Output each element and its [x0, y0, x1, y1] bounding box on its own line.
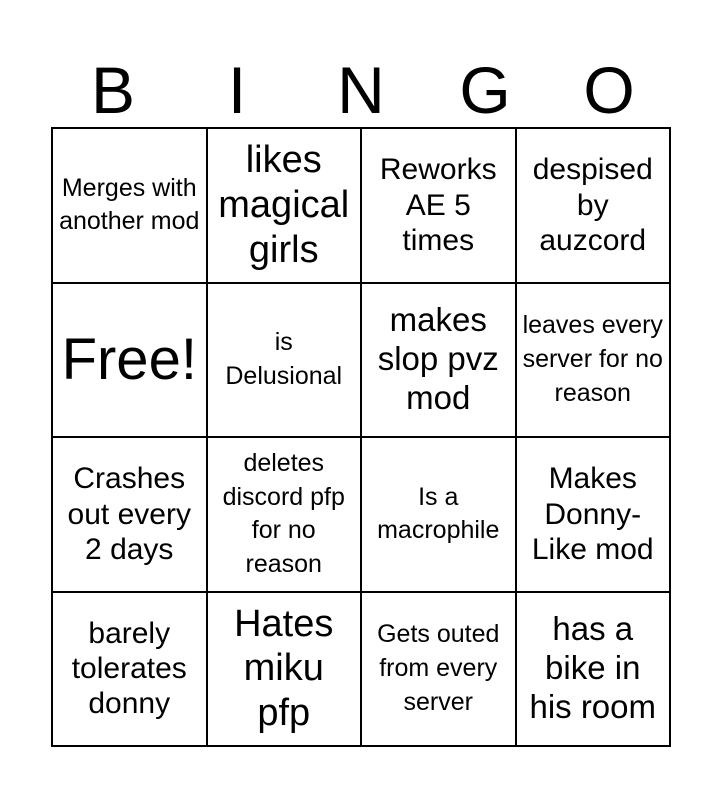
- bingo-cell[interactable]: barely tolerates donny: [53, 593, 208, 748]
- bingo-cell[interactable]: Makes Donny-Like mod: [517, 438, 672, 593]
- header-letter-o: O: [583, 53, 635, 127]
- bingo-cell[interactable]: leaves every server for no reason: [517, 284, 672, 439]
- bingo-cell[interactable]: Is a macrophile: [362, 438, 517, 593]
- header-letter-i: I: [227, 53, 247, 127]
- bingo-header: [51, 52, 671, 128]
- bingo-cell[interactable]: has a bike in his room: [517, 593, 672, 748]
- bingo-cell[interactable]: Reworks AE 5 times: [362, 129, 517, 284]
- bingo-cell[interactable]: despised by auzcord: [517, 129, 672, 284]
- header-letter-b: B: [90, 53, 136, 127]
- bingo-cell[interactable]: deletes discord pfp for no reason: [208, 438, 363, 593]
- bingo-board: [51, 127, 671, 747]
- bingo-cell[interactable]: makes slop pvz mod: [362, 284, 517, 439]
- bingo-free-cell[interactable]: Free!: [53, 284, 208, 439]
- bingo-cell[interactable]: Gets outed from every server: [362, 593, 517, 748]
- bingo-cell[interactable]: likes magical girls: [208, 129, 363, 284]
- bingo-cell[interactable]: is Delusional: [208, 284, 363, 439]
- header-letter-g: G: [459, 53, 511, 127]
- header-letter-n: N: [337, 53, 385, 127]
- bingo-cell[interactable]: Merges with another mod: [53, 129, 208, 284]
- bingo-cell[interactable]: Crashes out every 2 days: [53, 438, 208, 593]
- bingo-cell[interactable]: Hates miku pfp: [208, 593, 363, 748]
